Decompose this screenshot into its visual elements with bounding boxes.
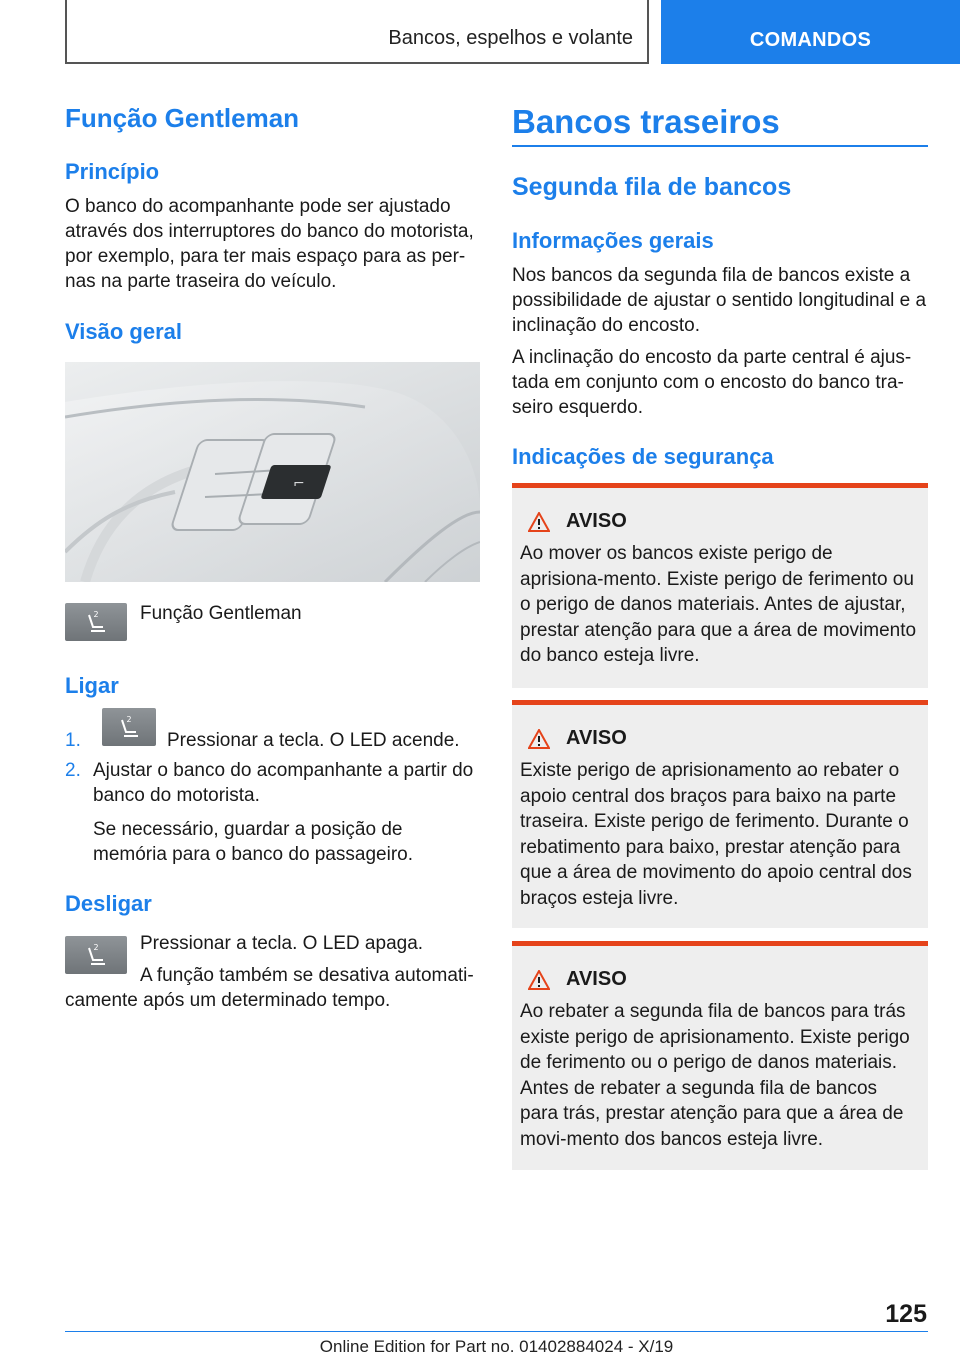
gentleman-button-icon	[65, 603, 127, 641]
svg-text:2: 2	[93, 943, 99, 952]
title-rule	[512, 145, 928, 147]
door-switch-photo	[65, 362, 480, 582]
warning-triangle-icon	[528, 729, 550, 749]
warning-text: Ao rebater a segunda fila de bancos para trás existe perigo de aprisionamento. Existe perigo de ferimento ou o perigo de danos materiais. Antes de rebater a segunda fila de bancos para trás, prestar atenção para que a área de movi-mento dos bancos esteja livre.	[520, 1001, 910, 1150]
section-title: Bancos, espelhos e volante	[388, 27, 633, 49]
info-heading: Informações gerais	[512, 228, 714, 253]
principle-heading: Princípio	[65, 159, 160, 184]
chapter-label: COMANDOS	[749, 29, 872, 51]
list-item	[65, 758, 480, 867]
second-row-title: Segunda fila de bancos	[512, 173, 792, 201]
warning-label: AVISO	[566, 727, 627, 749]
principle-text: O banco do acompanhante pode ser ajustado através dos interruptores do banco do motorista, por exemplo, para ter mais espaço para as per-nas na parte traseira do veículo.	[65, 196, 474, 292]
step-number: 2.	[65, 760, 81, 781]
warning-text: Ao mover os bancos existe perigo de aprisiona-mento. Existe perigo de ferimento ou o perigo de danos materiais. Antes de ajustar, prestar atenção para que a área de movimento do banco esteja livre.	[520, 543, 917, 666]
rear-seats-title: Bancos traseiros	[512, 103, 780, 140]
footer-rule	[65, 1331, 928, 1332]
gentleman-title: Função Gentleman	[65, 103, 300, 133]
off-heading: Desligar	[65, 891, 152, 916]
chapter-tab[interactable]	[661, 0, 960, 64]
warning-title	[520, 968, 920, 991]
warning-box	[512, 700, 928, 928]
on-steps	[65, 708, 480, 867]
warning-title	[520, 727, 920, 750]
door-panel-illustration	[65, 362, 480, 582]
warning-triangle-icon	[528, 970, 550, 990]
info-text-1: Nos bancos da segunda fila de bancos existe a possibilidade de ajustar o sentido longitudinal e a inclinação do encosto.	[512, 265, 927, 336]
off-text-1: Pressionar a tecla. O LED apaga.	[140, 933, 424, 954]
warning-box	[512, 483, 928, 688]
step-text: Ajustar o banco do acompanhante a partir do banco do motorista.	[93, 760, 474, 806]
step-number: 1.	[65, 730, 81, 751]
page-number: 125	[885, 1300, 927, 1328]
off-text-2: A função também se desativa automati-camente após um determinado tempo.	[65, 965, 474, 1011]
warning-box	[512, 941, 928, 1170]
svg-text:2: 2	[93, 610, 99, 619]
warning-label: AVISO	[566, 510, 627, 532]
svg-text:⌐: ⌐	[293, 476, 305, 492]
info-text-2: A inclinação do encosto da parte central é ajus-tada em conjunto com o encosto do banco tra-seiro esquerdo.	[512, 347, 912, 418]
gentleman-button-icon	[102, 708, 156, 746]
step-text: Pressionar a tecla. O LED acende.	[167, 730, 460, 751]
photo-caption: Função Gentleman	[140, 603, 302, 624]
edition-footer: Online Edition for Part no. 01402884024 - X/19	[319, 1337, 674, 1356]
step-subtext: Se necessário, guardar a posição de memória para o banco do passageiro.	[93, 819, 414, 865]
svg-text:2: 2	[126, 715, 132, 724]
warning-title	[520, 510, 920, 533]
on-heading: Ligar	[65, 673, 119, 698]
running-header	[65, 0, 649, 64]
safety-heading: Indicações de segurança	[512, 444, 774, 469]
warning-triangle-icon	[528, 512, 550, 532]
overview-heading: Visão geral	[65, 319, 182, 344]
warning-text: Existe perigo de aprisionamento ao rebater o apoio central dos braços para baixo na parte traseira. Existe perigo de ferimento. Durante o rebatimento para baixo, prestar atenção para que a área de movimento do apoio central dos braços esteja livre.	[520, 760, 912, 909]
warning-label: AVISO	[566, 968, 627, 990]
list-item	[65, 708, 480, 752]
